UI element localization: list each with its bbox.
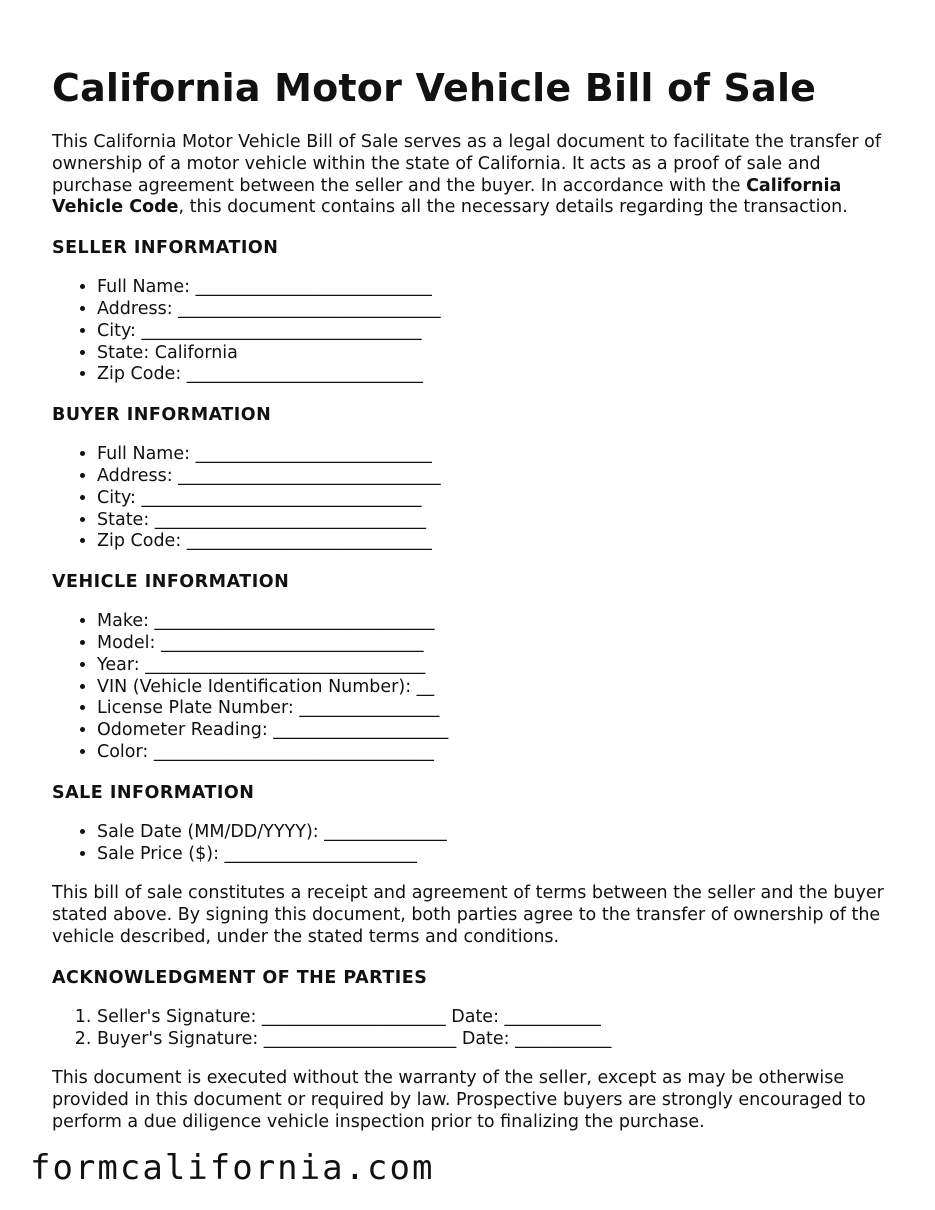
buyer-full-name: • Full Name: ___________________________ [97,444,892,466]
seller-address: • Address: ______________________________ [97,299,892,321]
vehicle-year: • Year: ________________________________ [97,655,892,677]
buyer-signature-line: 2. Buyer's Signature: ______________________ Date: ___________ [97,1029,892,1051]
site-watermark: formcalifornia.com [30,1148,435,1188]
buyer-list [52,444,892,553]
buyer-address: • Address: ______________________________ [97,466,892,488]
seller-city: • City: ________________________________ [97,321,892,343]
seller-signature-line: 1. Seller's Signature: _____________________ Date: ___________ [97,1007,892,1029]
seller-zip: • Zip Code: ___________________________ [97,364,892,386]
vehicle-vin: • VIN (Vehicle Identification Number): __ [97,677,892,699]
vehicle-heading: VEHICLE INFORMATION [52,572,290,593]
buyer-heading: BUYER INFORMATION [52,405,272,426]
vehicle-make: • Make: ________________________________ [97,611,892,633]
buyer-state: • State: _______________________________ [97,510,892,532]
document-page [52,62,892,1134]
acknowledgment-heading: ACKNOWLEDGMENT OF THE PARTIES [52,967,428,988]
vehicle-color: • Color: ________________________________ [97,742,892,764]
sale-date: • Sale Date (MM/DD/YYYY): ______________ [97,822,892,844]
sale-list [52,822,892,866]
seller-list [52,277,892,386]
sale-heading: SALE INFORMATION [52,782,255,803]
receipt-paragraph: This bill of sale constitutes a receipt and agreement of terms between the seller and the buyer stated above. By signing this document, both parties agree to the transfer of ownership of the vehicle described, under the stated terms and conditions. [52,883,884,947]
acknowledgment-list [52,1007,892,1051]
vehicle-license-plate: • License Plate Number: ________________ [97,698,892,720]
intro-bold-code: California Vehicle Code [52,175,842,218]
seller-heading: SELLER INFORMATION [52,238,279,259]
sale-price: • Sale Price ($): ______________________ [97,844,892,866]
buyer-city: • City: ________________________________ [97,488,892,510]
seller-full-name: • Full Name: ___________________________ [97,277,892,299]
vehicle-odometer: • Odometer Reading: ____________________ [97,720,892,742]
document-title: California Motor Vehicle Bill of Sale [52,66,817,110]
vehicle-list [52,611,892,764]
seller-state: • State: California [97,343,892,365]
buyer-zip: • Zip Code: ____________________________ [97,531,892,553]
vehicle-model: • Model: ______________________________ [97,633,892,655]
intro-text-part2: , this document contains all the necessary details regarding the transaction. [178,197,848,218]
closing-paragraph: This document is executed without the warranty of the seller, except as may be otherwise provided in this document or required by law. Prospective buyers are strongly encouraged to perform a due diligence vehicle inspection prior to finalizing the purchase. [52,1068,866,1132]
intro-text-part1: This California Motor Vehicle Bill of Sale serves as a legal document to facilitate the transfer of ownership of a motor vehicle within the state of California. It acts as a proof of sale and purchase agreement between the seller and the buyer. In accordance with the [52,132,882,196]
intro-paragraph [52,132,892,219]
